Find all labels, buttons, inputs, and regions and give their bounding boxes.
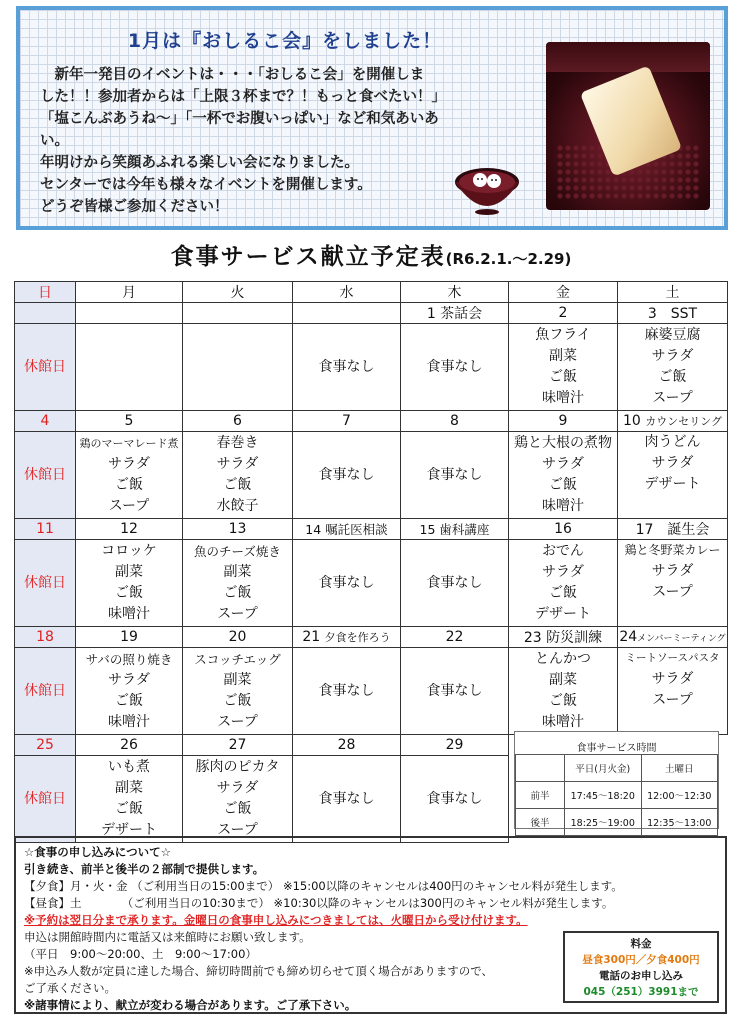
menu-item: コロッケ [101, 543, 157, 559]
date-row [15, 303, 728, 324]
date-cell: 1 茶話会 [401, 303, 509, 324]
weekday-header: 月 [76, 282, 183, 303]
menu-item: 食事なし [426, 358, 483, 375]
menu-item: ミートソースパスタ [625, 652, 720, 664]
menu-cell [76, 324, 183, 411]
menu-item: 副菜 [549, 348, 577, 364]
date-cell [293, 303, 401, 324]
footer-line: 申込は開館時間内に電話又は来館時にお願い致します。 [24, 930, 311, 944]
weekday-header: 金 [509, 282, 618, 303]
menu-cell [183, 756, 293, 843]
menu-item: とんかつ [535, 651, 591, 667]
menu-item: 魚フライ [535, 327, 591, 343]
date-row [15, 519, 728, 540]
menu-item: スープ [217, 606, 258, 622]
date-cell [618, 411, 728, 432]
menu-item: 鶏と冬野菜カレー [624, 543, 721, 557]
menu-cell [401, 756, 509, 843]
service-time-value: 18:25～19:00 [565, 809, 642, 836]
menu-item: ご飯 [115, 585, 143, 601]
menu-row [15, 432, 728, 519]
menu-cell [618, 648, 728, 735]
menu-item: サバの照り焼き [85, 652, 173, 667]
service-time-table [515, 754, 718, 836]
service-time-label: 前半 [516, 782, 565, 809]
menu-item: ご飯 [549, 693, 577, 709]
menu-item: 食事なし [318, 790, 375, 807]
menu-item: 食事なし [318, 682, 375, 699]
menu-cell [401, 648, 509, 735]
closed-label: 休館日 [15, 756, 76, 843]
footer-line: ☆食事の申し込みについて☆ [24, 845, 171, 859]
event-notice [16, 6, 728, 230]
date-cell: 6 [183, 411, 293, 432]
menu-cell [509, 540, 618, 627]
menu-item: サラダ [108, 672, 150, 688]
date-row [15, 627, 728, 648]
date-cell [183, 303, 293, 324]
date-row [15, 411, 728, 432]
date-cell [293, 627, 401, 648]
menu-item: サラダ [651, 671, 694, 687]
menu-cell [183, 648, 293, 735]
date-cell: 28 [293, 735, 401, 756]
menu-title: 食事サービス献立予定表 [170, 244, 446, 270]
date-number: 21 [302, 629, 321, 645]
menu-item: 麻婆豆腐 [644, 327, 701, 343]
menu-item: ご飯 [115, 693, 143, 709]
menu-item: サラダ [651, 455, 694, 471]
menu-item: サラダ [542, 456, 584, 472]
menu-item: スープ [217, 714, 258, 730]
date-cell [15, 303, 76, 324]
footer-line: ご了承ください。 [24, 981, 116, 995]
event-note: メンバーミーティング [637, 634, 726, 644]
footer-line: 引き続き、前半と後半の２部制で提供します。 [24, 862, 265, 876]
date-cell: 18 [15, 627, 76, 648]
service-time-value: 12:00～12:30 [641, 782, 718, 809]
notice-line: センターでは今年も様々なイベントを開催します。 [40, 177, 372, 193]
date-number: 10 [622, 413, 641, 429]
menu-cell [76, 432, 183, 519]
weekday-header: 水 [293, 282, 401, 303]
menu-item: デザート [535, 606, 591, 622]
closed-label: 休館日 [15, 432, 76, 519]
closed-label: 休館日 [15, 648, 76, 735]
weekday-header: 火 [183, 282, 293, 303]
menu-row [15, 648, 728, 735]
service-time-value: 12:35～13:00 [641, 809, 718, 836]
menu-item: ご飯 [549, 369, 577, 385]
date-cell: 9 [509, 411, 618, 432]
menu-item: 味噌汁 [542, 390, 584, 406]
footer-line: （平日 9:00～20:00、土 9:00～17:00） [24, 947, 257, 961]
service-time-col: 土曜日 [641, 755, 718, 782]
date-number: 24 [619, 629, 638, 645]
date-cell: 22 [401, 627, 509, 648]
menu-cell [618, 324, 728, 411]
menu-cell [76, 540, 183, 627]
menu-item: ご飯 [549, 477, 577, 493]
menu-item: スープ [217, 822, 258, 838]
notice-line: 年明けから笑顔あふれる楽しい会になりました。 [40, 155, 359, 171]
weekday-header: 日 [15, 282, 76, 303]
date-cell: 16 [509, 519, 618, 540]
menu-period: (R6.2.1.～2.29) [445, 250, 572, 268]
menu-row [15, 324, 728, 411]
menu-item: 肉うどん [644, 434, 701, 450]
menu-item: スープ [652, 390, 693, 406]
date-cell [618, 627, 728, 648]
date-cell: 7 [293, 411, 401, 432]
menu-item: 食事なし [318, 574, 375, 591]
closed-label: 休館日 [15, 324, 76, 411]
menu-item: 味噌汁 [108, 714, 150, 730]
menu-item: スープ [652, 584, 693, 600]
phone-number: 045（251）3991まで [583, 986, 699, 998]
menu-item: スコッチエッグ [194, 652, 281, 667]
date-cell: 2 [509, 303, 618, 324]
footer-line: 【夕食】月・火・金 （ご利用当日の15:00まで） ※15:00以降のキャンセルは400円のキャンセル料が発生します。 [24, 879, 623, 893]
menu-item: ご飯 [549, 585, 577, 601]
footer-warning: ※予約は翌日分まで承ります。金曜日の食事申し込みにつきましては、火曜日から受け付けます。 [24, 913, 528, 927]
date-cell: 3 SST [618, 303, 728, 324]
fee-price: 昼食300円／夕食400円 [582, 954, 700, 966]
menu-item: おでん [542, 543, 584, 559]
service-time-label: 後半 [516, 809, 565, 836]
menu-cell [293, 432, 401, 519]
menu-cell [293, 756, 401, 843]
date-cell: 23 防災訓練 [509, 627, 618, 648]
menu-item: 食事なし [426, 682, 483, 699]
date-cell: 5 [76, 411, 183, 432]
date-cell: 27 [183, 735, 293, 756]
menu-item: 味噌汁 [108, 606, 150, 622]
weekday-header: 土 [618, 282, 728, 303]
menu-item: スープ [108, 498, 150, 514]
service-time-corner [516, 755, 565, 782]
menu-item: 鶏と大根の煮物 [514, 435, 612, 451]
fee-title: 料金 [630, 938, 652, 950]
menu-cell [76, 756, 183, 843]
date-cell: 13 [183, 519, 293, 540]
menu-item: ご飯 [115, 477, 143, 493]
menu-item: ご飯 [223, 585, 252, 601]
menu-item: デザート [101, 822, 157, 838]
menu-item: 水餃子 [216, 498, 259, 514]
menu-item: ご飯 [223, 477, 252, 493]
menu-cell [509, 648, 618, 735]
menu-item: 味噌汁 [542, 498, 584, 514]
menu-cell [183, 324, 293, 411]
notice-line: 新年一発目のイベントは・・・「おしるこ会」を開催しま [40, 67, 425, 83]
menu-cell [618, 432, 728, 519]
event-note: カウンセリング [645, 415, 723, 428]
menu-item: サラダ [216, 456, 259, 472]
menu-item: サラダ [216, 780, 259, 796]
notice-line: 「塩こんぶあうね～」「一杯でお腹いっぱい」など和気あいあ [40, 111, 439, 127]
service-time-title: 食事サービス時間 [576, 743, 657, 754]
date-cell [76, 303, 183, 324]
menu-item: サラダ [542, 564, 584, 580]
notice-line: した！！参加者からは「上限３杯まで？！もっと食べたい！」 [40, 89, 446, 105]
menu-cell [183, 432, 293, 519]
weekday-header: 木 [401, 282, 509, 303]
menu-cell [618, 540, 728, 627]
menu-cell [183, 540, 293, 627]
menu-heading [0, 238, 742, 271]
menu-cell [509, 432, 618, 519]
menu-item: 食事なし [426, 790, 483, 807]
menu-item: いも煮 [108, 759, 150, 775]
menu-item: 副菜 [549, 672, 577, 688]
menu-item: 魚のチーズ焼き [194, 544, 281, 559]
menu-item: 鶏のマーマレード煮 [79, 437, 179, 450]
menu-row [15, 540, 728, 627]
menu-item: 味噌汁 [542, 714, 584, 730]
footer-line: ※申込み人数が定員に達した場合、締切時間前でも締め切らせて頂く場合がありますので、 [24, 964, 494, 978]
date-cell: 15 歯科講座 [401, 519, 509, 540]
date-cell: 25 [15, 735, 76, 756]
weekday-header-row [15, 282, 728, 303]
date-cell: 17 誕生会 [618, 519, 728, 540]
date-cell: 19 [76, 627, 183, 648]
menu-item: 食事なし [318, 466, 375, 483]
menu-item: 副菜 [115, 780, 143, 796]
oshiruko-photo [546, 42, 710, 210]
date-cell: 8 [401, 411, 509, 432]
service-time-box [514, 731, 719, 829]
menu-cell [293, 324, 401, 411]
date-cell: 4 [15, 411, 76, 432]
menu-item: スープ [652, 692, 693, 708]
menu-item: ご飯 [115, 801, 143, 817]
menu-item: 食事なし [426, 574, 483, 591]
menu-cell [401, 540, 509, 627]
menu-item: 食事なし [318, 358, 375, 375]
date-cell: 26 [76, 735, 183, 756]
footer-line: ※諸事情により、献立が変わる場合があります。ご了承下さい。 [24, 998, 357, 1012]
menu-item: 春巻き [216, 435, 259, 451]
menu-cell [293, 648, 401, 735]
menu-cell [401, 324, 509, 411]
menu-item: 食事なし [426, 466, 483, 483]
menu-item: デザート [644, 476, 701, 492]
date-cell: 14 嘱託医相談 [293, 519, 401, 540]
menu-item: ご飯 [658, 369, 687, 385]
menu-item: 副菜 [223, 564, 252, 580]
menu-item: サラダ [108, 456, 150, 472]
menu-cell [76, 648, 183, 735]
menu-item: 豚肉のピカタ [195, 759, 280, 775]
menu-item: ご飯 [223, 801, 252, 817]
menu-cell [401, 432, 509, 519]
service-time-value: 17:45～18:20 [565, 782, 642, 809]
menu-item: サラダ [651, 563, 694, 579]
date-cell: 12 [76, 519, 183, 540]
service-time-col: 平日(月火金) [565, 755, 642, 782]
footer-line: 【昼食】土 （ご利用当日の10:30まで） ※10:30以降のキャンセルは300円のキャンセル料が発生します。 [24, 896, 614, 910]
menu-item: サラダ [651, 348, 694, 364]
fee-box [563, 931, 719, 1003]
menu-cell [293, 540, 401, 627]
menu-item: 副菜 [223, 672, 252, 688]
date-cell: 29 [401, 735, 509, 756]
phone-label: 電話のお申し込み [599, 970, 683, 982]
oshiruko-bowl-illustration [452, 160, 522, 218]
date-cell: 11 [15, 519, 76, 540]
closed-label: 休館日 [15, 540, 76, 627]
notice-title: 1月は『おしるこ会』をしました！ [127, 30, 443, 52]
menu-item: ご飯 [223, 693, 252, 709]
menu-item: 副菜 [115, 564, 143, 580]
menu-cell [509, 324, 618, 411]
notice-line: い。 [40, 133, 69, 149]
date-cell: 20 [183, 627, 293, 648]
event-note: 夕食を作ろう [324, 631, 391, 644]
notice-line: どうぞ皆様ご参加ください！ [40, 199, 229, 215]
